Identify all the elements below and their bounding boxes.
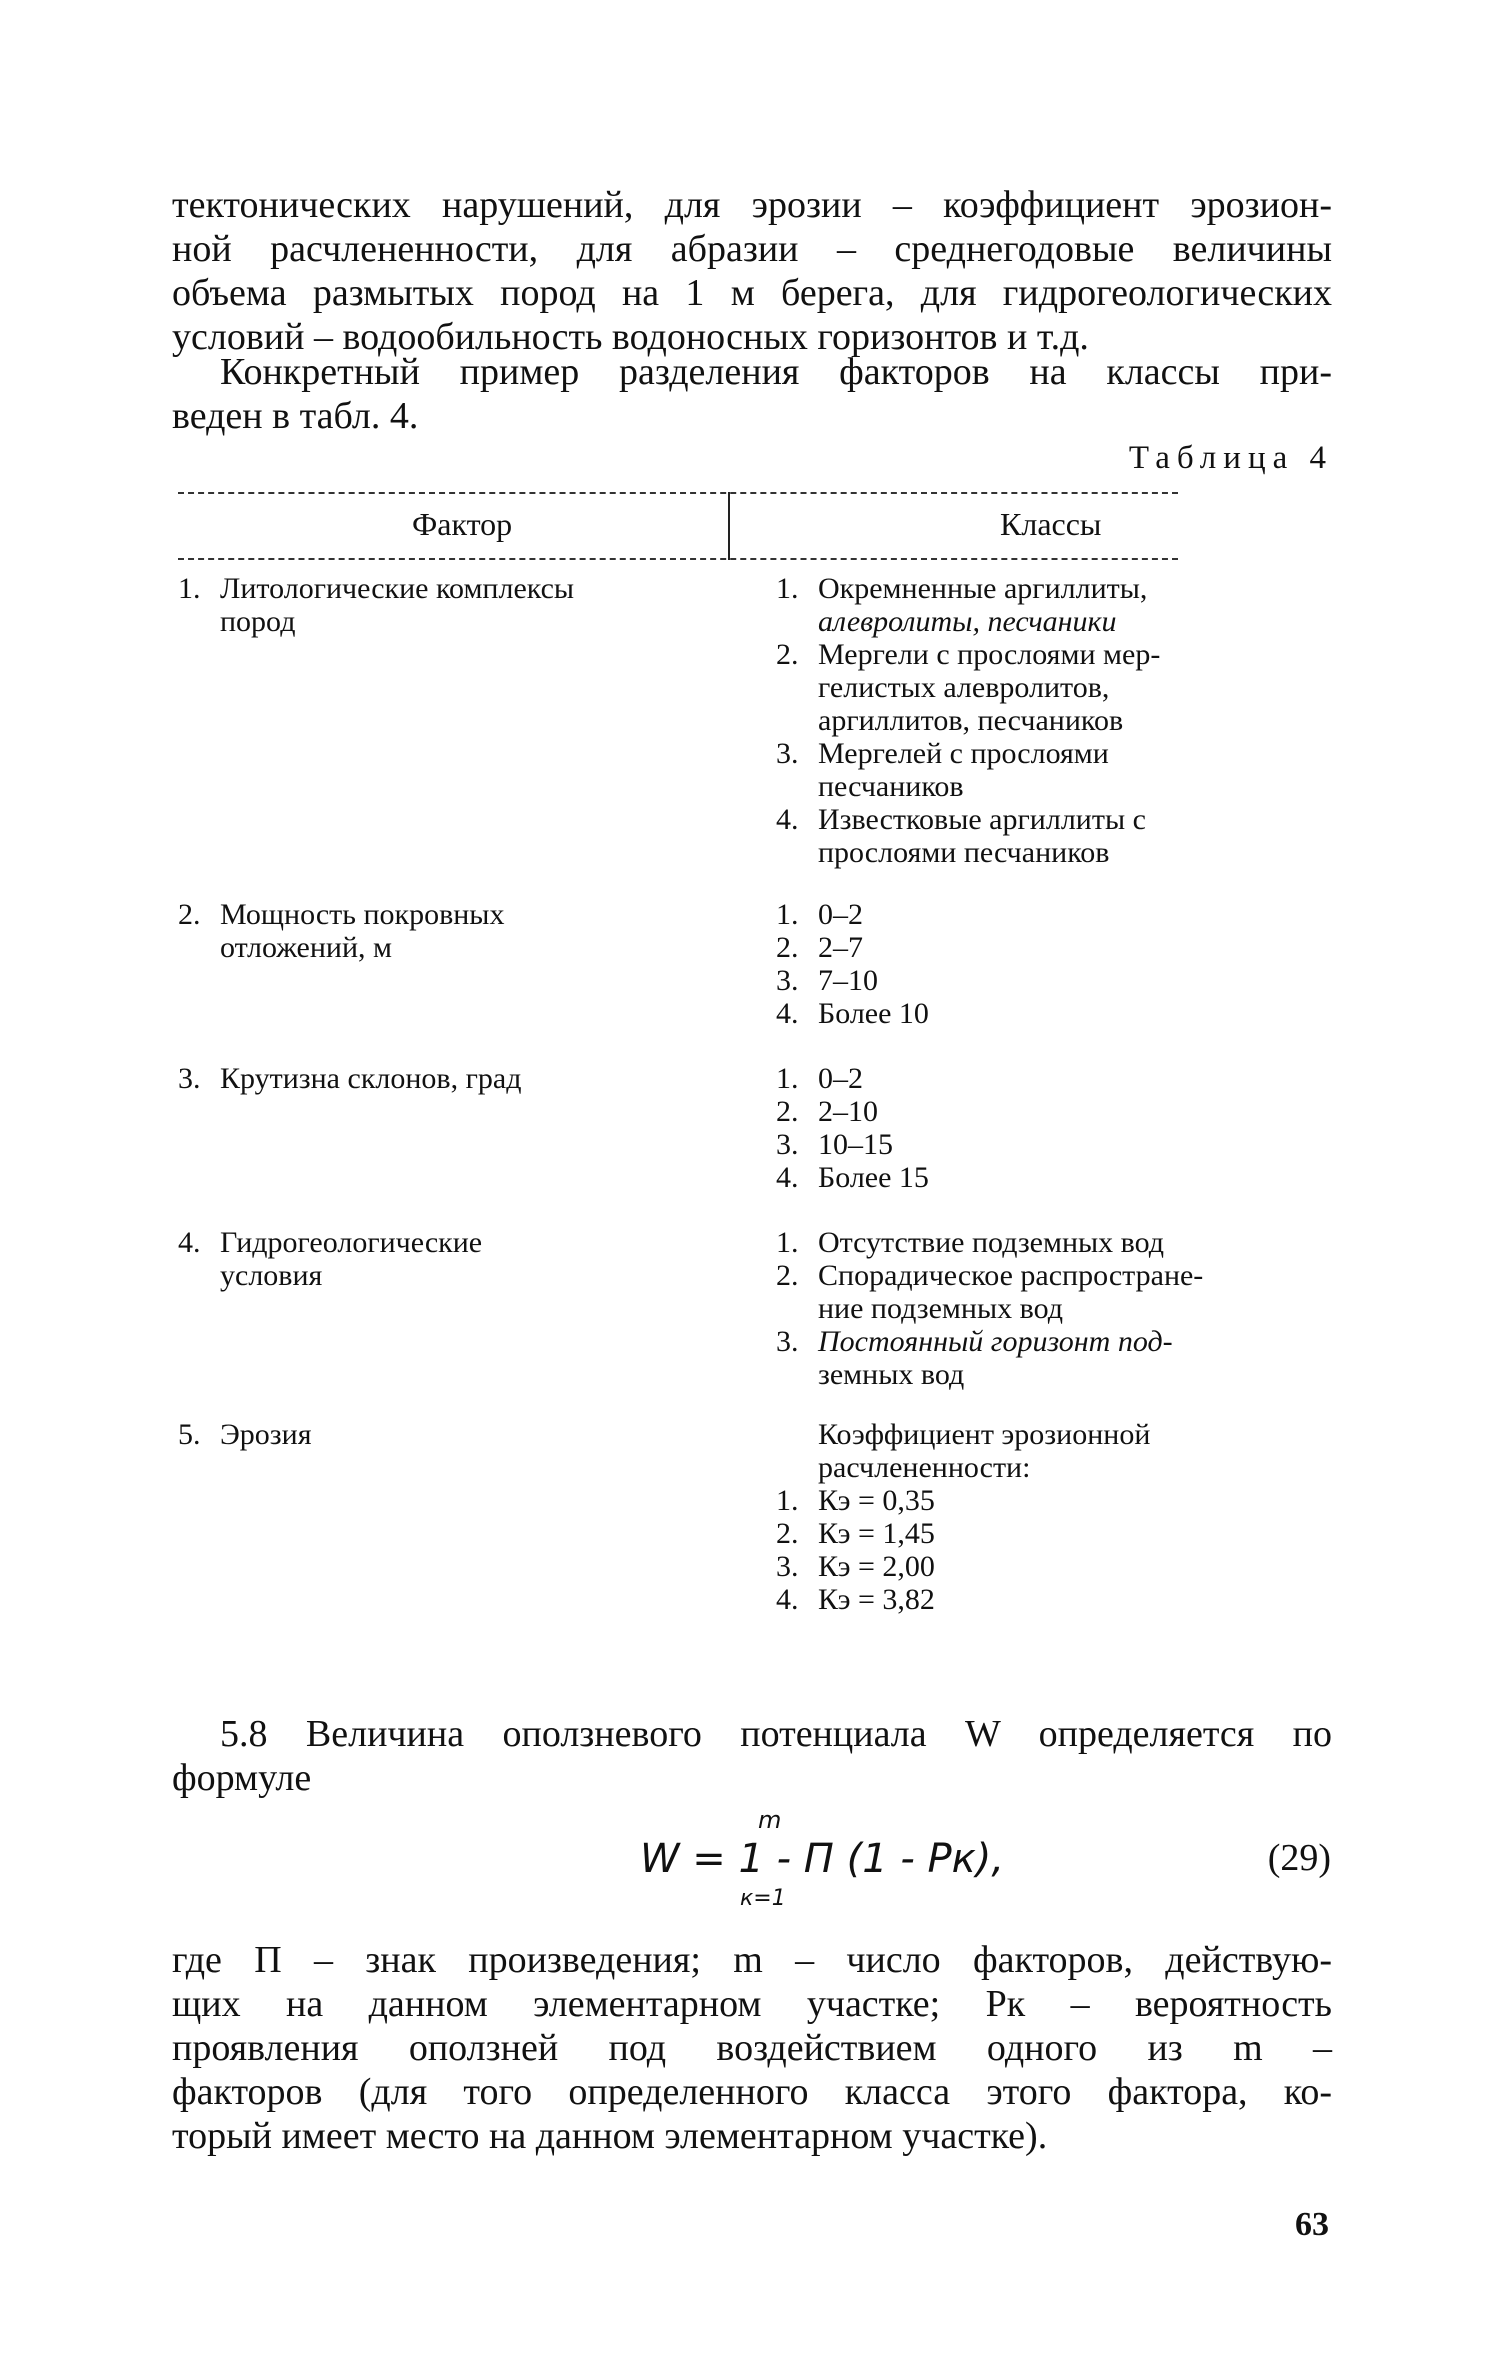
text-line: веден в табл. 4.	[172, 395, 419, 437]
class-number: 4.	[776, 803, 799, 836]
class-intro: расчлененности:	[818, 1451, 1031, 1484]
class-text: Более 15	[818, 1161, 929, 1194]
factor-number: 2.	[178, 898, 201, 931]
class-number: 1.	[776, 1484, 799, 1517]
formula-expression: W = 1 - Π (1 - Pк),	[640, 1836, 1005, 1882]
class-text: 2–10	[818, 1095, 878, 1128]
class-text: Спорадическое распростране-	[818, 1259, 1204, 1292]
text-line: тектонических нарушений, для эрозии – коэффициент эрозион-	[172, 184, 1332, 226]
class-text: 0–2	[818, 898, 863, 931]
class-text: аргиллитов, песчаников	[818, 704, 1124, 737]
text-line: Конкретный пример разделения факторов на классы при-	[220, 351, 1332, 393]
class-number: 4.	[776, 997, 799, 1030]
class-text: прослоями песчаников	[818, 836, 1110, 869]
class-number: 3.	[776, 964, 799, 997]
factor-label: Мощность покровных	[220, 898, 505, 931]
table-header-rule	[178, 558, 1178, 560]
class-number: 2.	[776, 1517, 799, 1550]
class-number: 1.	[776, 1226, 799, 1259]
class-text: гелистых алевролитов,	[818, 671, 1110, 704]
class-intro: Коэффициент эрозионной	[818, 1418, 1151, 1451]
factor-number: 1.	[178, 572, 201, 605]
table-caption: Таблица 4	[1128, 440, 1333, 476]
formula-lower-limit: к=1	[740, 1886, 786, 1911]
header-factor: Фактор	[412, 506, 513, 542]
factor-cell	[178, 572, 698, 638]
class-text: 2–7	[818, 931, 863, 964]
factor-label: Литологические комплексы	[220, 572, 575, 605]
header-classes: Классы	[1000, 506, 1102, 542]
factor-cell	[178, 898, 698, 964]
class-text: Постоянный горизонт под-	[818, 1325, 1173, 1358]
class-text: Кэ = 2,00	[818, 1550, 935, 1583]
factor-cell	[178, 1226, 698, 1292]
factor-number: 5.	[178, 1418, 201, 1451]
factor-label: Гидрогеологические	[220, 1226, 483, 1259]
class-text: Кэ = 0,35	[818, 1484, 935, 1517]
class-number: 2.	[776, 1095, 799, 1128]
class-text: 0–2	[818, 1062, 863, 1095]
factor-label: пород	[220, 605, 296, 638]
class-text: Мергели с прослоями мер-	[818, 638, 1161, 671]
classes-cell	[776, 1418, 1336, 1616]
class-number: 3.	[776, 1128, 799, 1161]
class-number: 4.	[776, 1583, 799, 1616]
class-text: 10–15	[818, 1128, 893, 1161]
class-number: 3.	[776, 1325, 799, 1358]
class-number: 3.	[776, 737, 799, 770]
formula-upper-limit: m	[758, 1806, 782, 1834]
example-paragraph	[172, 350, 1332, 438]
class-text: песчаников	[818, 770, 964, 803]
class-text: Окремненные аргиллиты,	[818, 572, 1148, 605]
text-line: торый имеет место на данном элементарном участке).	[172, 2115, 1048, 2157]
class-text: Кэ = 3,82	[818, 1583, 935, 1616]
class-number: 1.	[776, 1062, 799, 1095]
factor-cell	[178, 1418, 698, 1451]
class-number: 1.	[776, 572, 799, 605]
class-number: 2.	[776, 931, 799, 964]
classes-cell	[776, 898, 1336, 1030]
class-number: 2.	[776, 638, 799, 671]
factor-label: Эрозия	[220, 1418, 312, 1451]
class-text: Мергелей с прослоями	[818, 737, 1109, 770]
class-number: 1.	[776, 898, 799, 931]
class-text: алевролиты, песчаники	[818, 605, 1117, 638]
text-line: формуле	[172, 1757, 312, 1799]
factor-label: условия	[220, 1259, 323, 1292]
classes-cell	[776, 572, 1336, 869]
class-number: 2.	[776, 1259, 799, 1292]
text-line: щих на данном элементарном участке; Pк – вероятность	[172, 1983, 1332, 2025]
text-line: где П – знак произведения; m – число факторов, действую-	[172, 1939, 1332, 1981]
factor-label: отложений, м	[220, 931, 392, 964]
text-line: объема размытых пород на 1 м берега, для гидрогеологических	[172, 272, 1332, 314]
page-number: 63	[1295, 2206, 1329, 2243]
class-text: ние подземных вод	[818, 1292, 1063, 1325]
classes-cell	[776, 1062, 1336, 1194]
factor-cell	[178, 1062, 698, 1095]
text-line: ной расчлененности, для абразии – среднегодовые величины	[172, 228, 1332, 270]
table-header-divider	[728, 492, 730, 560]
factor-number: 3.	[178, 1062, 201, 1095]
text-line: факторов (для того определенного класса этого фактора, ко-	[172, 2071, 1332, 2113]
class-text: земных вод	[818, 1358, 965, 1391]
class-number: 3.	[776, 1550, 799, 1583]
section-paragraph	[172, 1712, 1332, 1800]
class-text: 7–10	[818, 964, 878, 997]
classes-cell	[776, 1226, 1336, 1391]
class-text: Более 10	[818, 997, 929, 1030]
factor-number: 4.	[178, 1226, 201, 1259]
text-line: 5.8 Величина оползневого потенциала W определяется по	[220, 1713, 1332, 1755]
class-text: Отсутствие подземных вод	[818, 1226, 1165, 1259]
class-text: Известковые аргиллиты с	[818, 803, 1146, 836]
factor-label: Крутизна склонов, град	[220, 1062, 522, 1095]
text-line: проявления оползней под воздействием одного из m –	[172, 2027, 1332, 2069]
intro-paragraph	[172, 183, 1332, 359]
text-line: условий – водообильность водоносных горизонтов и т.д.	[172, 316, 1089, 358]
class-number: 4.	[776, 1161, 799, 1194]
class-text: Кэ = 1,45	[818, 1517, 935, 1550]
formula-number: (29)	[1267, 1837, 1331, 1879]
explanation-paragraph	[172, 1938, 1332, 2158]
table-top-rule	[178, 492, 1178, 494]
